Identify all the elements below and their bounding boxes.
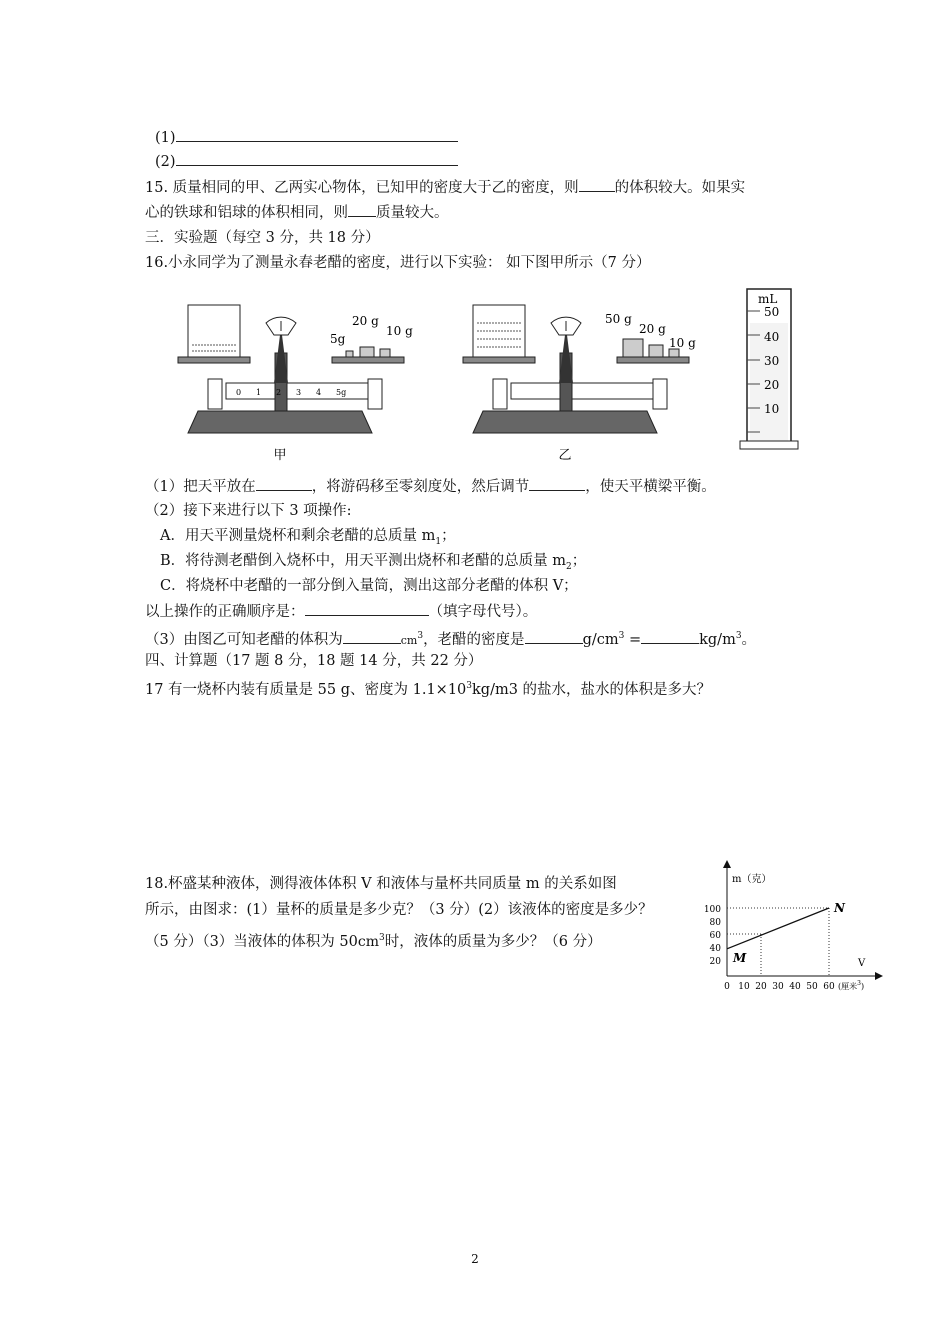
q15-text-b: 的体积较大。如果实	[614, 180, 746, 196]
weight-20g: 20 g	[352, 314, 379, 328]
question-18-line-1: 18.杯盛某种液体，测得液体体积 V 和液体与量杯共同质量 m 的关系如图	[145, 876, 617, 892]
option-a	[160, 526, 456, 552]
p3-unit-cm: cm	[400, 633, 418, 647]
label-yi: 乙	[558, 448, 572, 463]
p3-end: 。	[741, 631, 757, 648]
q17-sup: 3	[466, 681, 473, 691]
option-a-text: A．用天平测量烧杯和剩余老醋的总质量 m	[160, 528, 436, 544]
section-4-heading: 四、计算题（17 题 8 分，18 题 14 分，共 22 分）	[145, 653, 483, 669]
p3-blank-2	[525, 629, 583, 644]
answer-blank-2	[176, 151, 458, 166]
q18-sup: 3	[379, 933, 385, 943]
q15-text-a: 15. 质量相同的甲、乙两实心物体，已知甲的密度大于乙的密度，则	[145, 180, 579, 196]
x-tick-10: 10	[738, 982, 750, 992]
graduated-cylinder	[740, 289, 798, 449]
question-18-line-3	[145, 928, 602, 952]
graph-xunit-end: )	[860, 982, 865, 991]
p3-blank-3	[641, 629, 699, 644]
x-tick-30: 30	[772, 982, 784, 992]
q15-blank-2	[348, 202, 376, 217]
graph-xunit	[838, 980, 864, 991]
p1-blank-2	[529, 476, 585, 491]
answer-line-1	[155, 127, 458, 148]
cyl-tick-30: 30	[764, 354, 780, 368]
balance-figure	[170, 283, 810, 468]
p1-text-c: ，使天平横梁平衡。	[585, 479, 716, 495]
balance-yi	[463, 305, 696, 463]
order-text-a: 以上操作的正确顺序是：	[145, 604, 305, 620]
scale-tick-3: 3	[296, 388, 302, 397]
q16-part-2: （2）接下来进行以下 3 项操作:	[145, 503, 352, 519]
scale-tick-5g: 5g	[336, 388, 347, 397]
y-tick-40: 40	[709, 944, 721, 954]
y-tick-80: 80	[709, 918, 721, 928]
q17-text-a: 17 有一烧杯内装有质量是 55 g、密度为 1.1×10	[145, 681, 467, 698]
p1-text-a: （1）把天平放在	[145, 479, 256, 495]
weight-10g-b: 10 g	[669, 336, 696, 350]
p3-text-c: ，老醋的密度是	[423, 631, 525, 648]
scale-tick-4: 4	[316, 388, 322, 397]
p3-unit-kgm: kg/m	[699, 631, 736, 648]
question-18-line-2: 所示，由图求：(1）量杯的质量是多少克？（3 分）(2）该液体的密度是多少？	[145, 902, 653, 918]
p3-blank-1	[343, 629, 401, 644]
graph-xunit-text: (厘米	[838, 982, 858, 991]
option-c: C．将烧杯中老醋的一部分倒入量筒，测出这部分老醋的体积 V；	[160, 578, 578, 594]
answer-line-1-label: (1)	[155, 130, 176, 146]
q17-text-b: kg/m3 的盐水，盐水的体积是多大？	[472, 681, 712, 698]
graph-ylabel: m（克）	[732, 874, 772, 885]
answer-blank-1	[176, 127, 458, 142]
q16-part-3	[145, 626, 756, 651]
mass-volume-graph	[700, 858, 885, 998]
option-b-sub: 2	[566, 561, 572, 572]
p3-sup-1: 3	[417, 631, 424, 641]
q15-text-c: 心的铁球和铝球的体积相同，则	[145, 205, 348, 221]
order-blank	[305, 601, 429, 616]
q15-blank-1	[579, 177, 615, 192]
y-tick-100: 100	[703, 905, 721, 915]
q18-unit-cm: cm	[357, 933, 379, 950]
question-17	[145, 676, 711, 700]
cyl-tick-50: 50	[764, 305, 780, 319]
graph-xlabel: V	[858, 958, 866, 969]
x-tick-40: 40	[789, 982, 801, 992]
page-number: 2	[471, 1252, 479, 1266]
x-tick-20: 20	[755, 982, 767, 992]
order-text-b: （填字母代号）。	[428, 604, 538, 620]
weight-20g-b: 20 g	[639, 322, 666, 336]
cyl-tick-20: 20	[764, 378, 780, 392]
point-m-label: M	[733, 951, 747, 965]
y-tick-20: 20	[709, 957, 721, 967]
cylinder-unit: mL	[758, 292, 778, 306]
option-a-sub: 1	[435, 536, 442, 547]
p1-blank-1	[256, 476, 312, 491]
order-line	[145, 601, 537, 622]
q18-text-e: 时，液体的质量为多少？（6 分）	[384, 933, 602, 950]
p3-sup-2: 3	[618, 631, 625, 641]
point-n-label: N	[834, 901, 845, 915]
section-3-heading: 三．实验题（每空 3 分，共 18 分）	[145, 230, 380, 246]
question-16-stem: 16.小永同学为了测量永春老醋的密度，进行以下实验： 如下图甲所示（7 分）	[145, 255, 651, 271]
q18-text-c: （5 分）（3）当液体的体积为 50	[145, 933, 358, 950]
scale-tick-0: 0	[236, 388, 242, 397]
y-tick-60: 60	[709, 931, 721, 941]
p1-text-b: ，将游码移至零刻度处，然后调节	[311, 479, 530, 495]
x-tick-0: 0	[724, 982, 730, 992]
weight-5g: 5g	[330, 332, 346, 346]
answer-line-2-label: (2)	[155, 154, 176, 170]
question-15-line-2	[145, 202, 449, 223]
q15-text-d: 质量较大。	[376, 205, 449, 221]
question-15-line-1	[145, 177, 745, 198]
mass-volume-line	[727, 908, 829, 949]
p3-sup-3: 3	[735, 631, 742, 641]
p3-text-a: （3）由图乙可知老醋的体积为	[145, 631, 343, 648]
label-jia: 甲	[273, 448, 287, 463]
x-tick-50: 50	[806, 982, 818, 992]
scale-tick-2: 2	[276, 388, 282, 397]
option-b-end: ；	[571, 553, 587, 569]
option-b	[160, 551, 586, 577]
q16-part-1	[145, 476, 716, 497]
p3-unit-gcm: g/cm	[582, 631, 619, 648]
cyl-tick-40: 40	[764, 330, 780, 344]
weight-50g: 50 g	[605, 312, 632, 326]
x-tick-60: 60	[823, 982, 835, 992]
scale-tick-1: 1	[256, 388, 262, 397]
answer-line-2	[155, 151, 458, 172]
option-a-end: ；	[441, 528, 456, 544]
option-b-text: B．将待测老醋倒入烧杯中，用天平测出烧杯和老醋的总质量 m	[160, 553, 567, 569]
p3-eq: =	[624, 631, 642, 648]
graph-xunit-sup: 3	[857, 980, 861, 987]
weight-10g: 10 g	[386, 324, 413, 338]
balance-jia	[178, 305, 413, 463]
cyl-tick-10: 10	[764, 402, 780, 416]
